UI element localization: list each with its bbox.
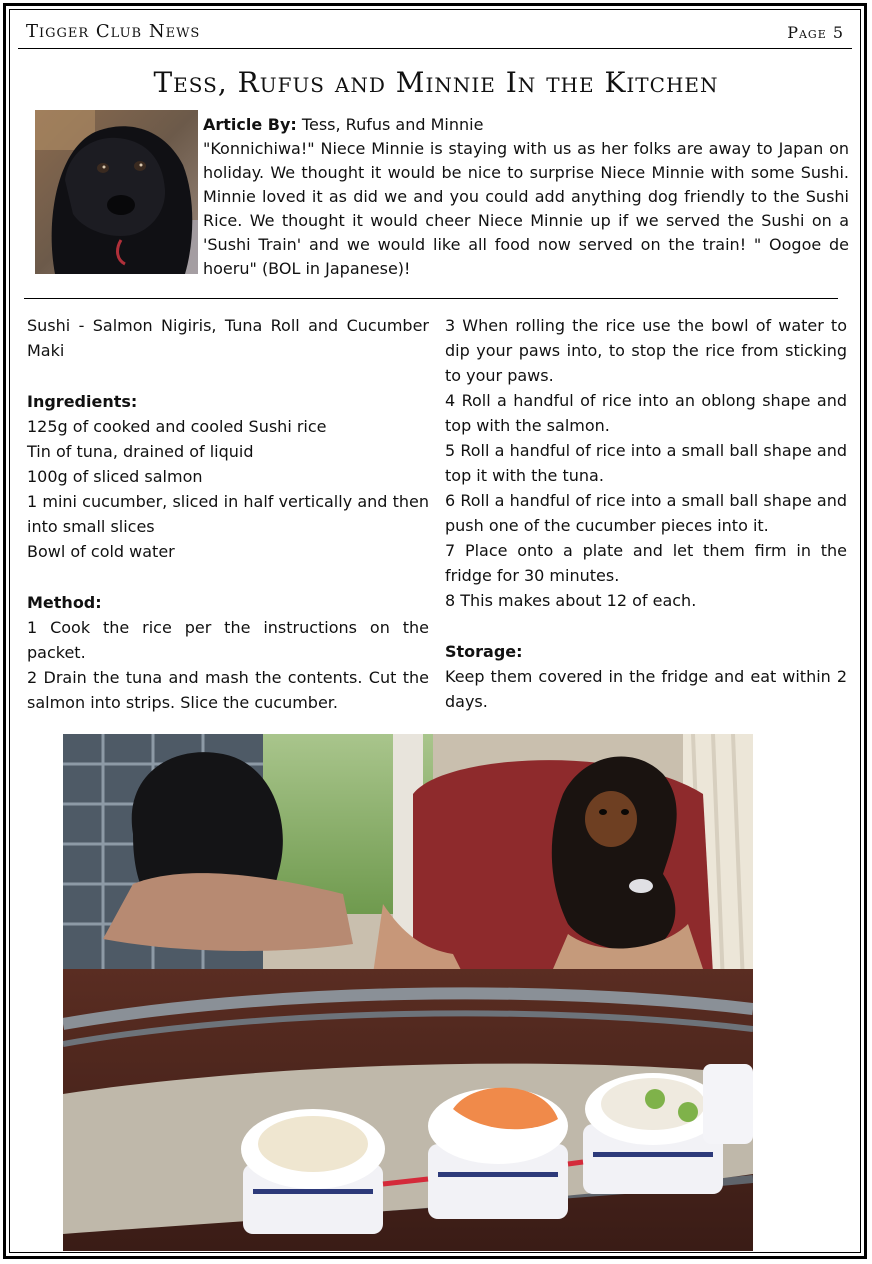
section-divider	[24, 298, 838, 299]
method-step: 8 This makes about 12 of each.	[445, 591, 697, 610]
method-step: 7 Place onto a plate and let them firm in the fridge for 30 minutes.	[445, 541, 847, 585]
page-number: Page 5	[787, 23, 844, 42]
intro-text: "Konnichiwa!" Niece Minnie is staying with us as her folks are away to Japan on holiday. We thought it would be nice to surprise Niece Minnie with some Sushi. Minnie loved it as did we and you could add anything dog friendly to the Sushi Rice. We thought it would cheer Niece Minnie up if we served the Sushi on a 'Sushi Train' and we would like all food now served on the train! " Oogoe de hoeru" (BOL in Japanese)!	[203, 139, 849, 278]
sushi-train-photo	[63, 734, 753, 1251]
storage-heading: Storage:	[445, 642, 523, 661]
method-step: 2 Drain the tuna and mash the contents. Cut the salmon into strips. Slice the cucumber.	[27, 668, 429, 712]
byline-label: Article By:	[203, 115, 297, 134]
ingredients-heading: Ingredients:	[27, 392, 138, 411]
method-step: 3 When rolling the rice use the bowl of water to dip your paws into, to stop the rice from sticking to your paws.	[445, 316, 847, 385]
method-heading: Method:	[27, 593, 102, 612]
article-intro	[203, 113, 849, 281]
newsletter-header	[18, 18, 852, 49]
ingredient-item: Bowl of cold water	[27, 542, 175, 561]
method-step: 5 Roll a handful of rice into a small ball shape and top it with the tuna.	[445, 441, 847, 485]
ingredient-item: Tin of tuna, drained of liquid	[27, 442, 254, 461]
method-step: 1 Cook the rice per the instructions on the packet.	[27, 618, 429, 662]
recipe-column-left	[27, 313, 429, 715]
storage-text: Keep them covered in the fridge and eat within 2 days.	[445, 667, 847, 711]
dog-portrait-photo	[35, 110, 198, 274]
method-step: 6 Roll a handful of rice into a small ball shape and push one of the cucumber pieces into it.	[445, 491, 847, 535]
ingredient-item: 100g of sliced salmon	[27, 467, 203, 486]
recipe-column-right	[445, 313, 847, 714]
recipe-name: Sushi - Salmon Nigiris, Tuna Roll and Cucumber Maki	[27, 316, 429, 360]
newsletter-name: Tigger Club News	[26, 21, 201, 42]
method-step: 4 Roll a handful of rice into an oblong shape and top with the salmon.	[445, 391, 847, 435]
ingredient-item: 125g of cooked and cooled Sushi rice	[27, 417, 327, 436]
article-title: Tess, Rufus and Minnie In the Kitchen	[153, 66, 719, 99]
ingredient-item: 1 mini cucumber, sliced in half vertically and then into small slices	[27, 492, 429, 536]
byline-authors: Tess, Rufus and Minnie	[301, 115, 484, 134]
